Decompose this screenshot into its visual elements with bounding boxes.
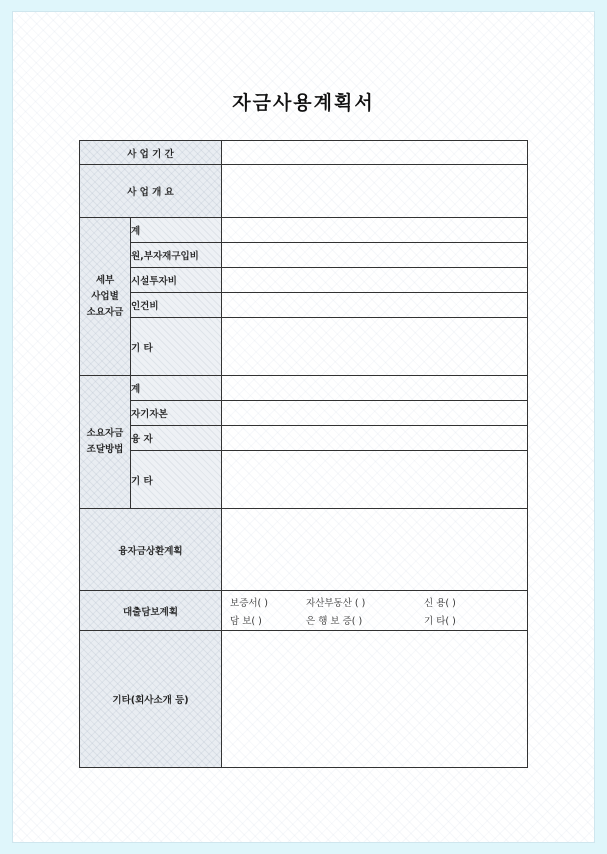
- period-label: 사 업 기 간: [80, 141, 222, 165]
- row-funding-total: [80, 376, 528, 401]
- detail-group-label: 세부 사업별 소요자금: [80, 218, 131, 376]
- row-detail-other: [80, 318, 528, 376]
- detail-item-total: 계: [131, 218, 222, 243]
- funding-group-label: 소요자금 조달방법: [80, 376, 131, 509]
- detail-materials-field[interactable]: [222, 243, 528, 268]
- collateral-label: 대출담보계획: [80, 591, 222, 631]
- detail-item-other: 기 타: [131, 318, 222, 376]
- collateral-option-security[interactable]: 담 보( ): [230, 615, 262, 627]
- row-detail-labor: [80, 293, 528, 318]
- collateral-option-guarantee[interactable]: 보증서( ): [230, 597, 268, 609]
- row-detail-materials: [80, 243, 528, 268]
- detail-item-materials: 원,부자재구입비: [131, 243, 222, 268]
- collateral-option-other[interactable]: 기 타( ): [424, 615, 456, 627]
- row-detail-total: [80, 218, 528, 243]
- funding-item-equity: 자기자본: [131, 401, 222, 426]
- detail-other-field[interactable]: [222, 318, 528, 376]
- funding-item-other: 기 타: [131, 451, 222, 509]
- collateral-option-bank-guarantee[interactable]: 은 행 보 증( ): [306, 615, 363, 627]
- repayment-label: 융자금상환계획: [80, 509, 222, 591]
- other-field[interactable]: [222, 631, 528, 768]
- detail-total-field[interactable]: [222, 218, 528, 243]
- fund-plan-table: [79, 140, 528, 768]
- row-collateral: [80, 591, 528, 631]
- overview-label: 사 업 개 요: [80, 165, 222, 218]
- collateral-option-credit[interactable]: 신 용( ): [424, 597, 456, 609]
- row-funding-equity: [80, 401, 528, 426]
- row-other: [80, 631, 528, 768]
- row-period: [80, 141, 528, 165]
- overview-field[interactable]: [222, 165, 528, 218]
- funding-item-total: 계: [131, 376, 222, 401]
- repayment-field[interactable]: [222, 509, 528, 591]
- other-label: 기타(회사소개 등): [80, 631, 222, 768]
- document-title: 자금사용계획서: [232, 92, 375, 114]
- funding-equity-field[interactable]: [222, 401, 528, 426]
- collateral-option-property[interactable]: 자산부동산 ( ): [306, 597, 366, 609]
- funding-total-field[interactable]: [222, 376, 528, 401]
- row-funding-other: [80, 451, 528, 509]
- period-field[interactable]: [222, 141, 528, 165]
- detail-facility-field[interactable]: [222, 268, 528, 293]
- funding-other-field[interactable]: [222, 451, 528, 509]
- row-overview: [80, 165, 528, 218]
- detail-labor-field[interactable]: [222, 293, 528, 318]
- row-funding-loan: [80, 426, 528, 451]
- funding-loan-field[interactable]: [222, 426, 528, 451]
- collateral-options: [222, 591, 528, 631]
- detail-item-facility: 시설투자비: [131, 268, 222, 293]
- funding-item-loan: 융 자: [131, 426, 222, 451]
- row-detail-facility: [80, 268, 528, 293]
- detail-item-labor: 인건비: [131, 293, 222, 318]
- row-repayment: [80, 509, 528, 591]
